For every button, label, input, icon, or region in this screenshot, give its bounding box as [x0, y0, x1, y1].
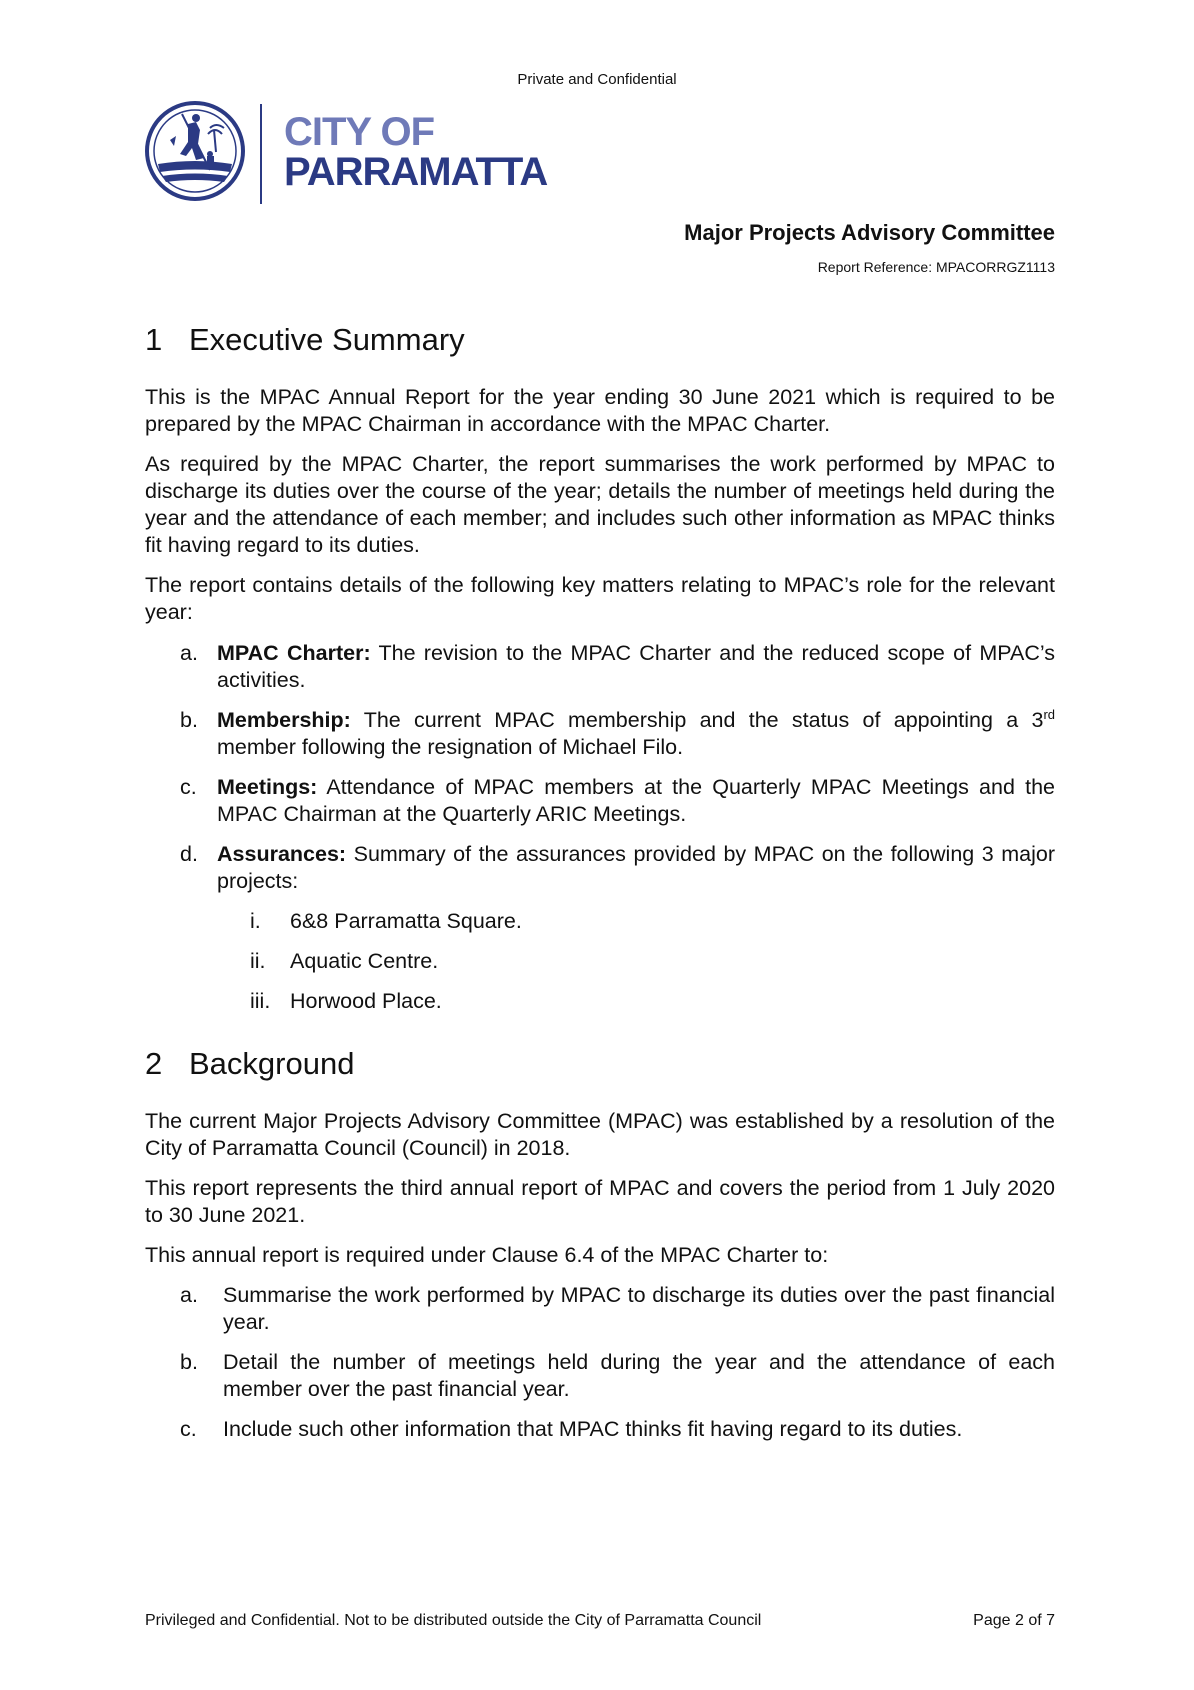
- committee-title: Major Projects Advisory Committee: [684, 220, 1055, 245]
- section-1-paragraph-2: As required by the MPAC Charter, the report summarises the work performed by MPAC to discharge its duties over the course of the year; details the number of meetings held during the year and the attendance of each member; and includes such other information as MPAC thinks fit having regard to its duties.: [145, 452, 1055, 557]
- list-item-text: The revision to the MPAC Charter and the reduced scope of MPAC’s activities.: [217, 641, 1056, 692]
- sub-list-item-label: iii.: [250, 989, 271, 1013]
- logo-text-parramatta: PARRAMATTA: [284, 150, 548, 194]
- list-item-bold: Assurances:: [217, 842, 347, 866]
- ordinal-suffix: rd: [1043, 706, 1055, 722]
- section-2-title: Background: [189, 1046, 355, 1081]
- footer-notice: Privileged and Confidential. Not to be distributed outside the City of Parramatta Council: [145, 1612, 762, 1629]
- sub-list-item-text: Horwood Place.: [290, 989, 442, 1013]
- city-of-parramatta-emblem-icon: [144, 100, 246, 202]
- list-item-text: Attendance of MPAC members at the Quarterly MPAC Meetings and the MPAC Chairman at the Quarterly ARIC Meetings.: [217, 775, 1055, 826]
- section-2-number: 2: [145, 1046, 163, 1081]
- section-2-paragraph-1: The current Major Projects Advisory Committee (MPAC) was established by a resolution of the City of Parramatta Council (Council) in 2018.: [145, 1109, 1055, 1160]
- sub-list-item: [250, 908, 522, 935]
- list-item-bold: Membership:: [217, 708, 351, 732]
- list-item: [180, 841, 1055, 895]
- list-item-label: d.: [180, 842, 198, 866]
- list-item: [180, 640, 1055, 694]
- list-item-text: The current MPAC membership and the status of appointing a 3: [350, 708, 1044, 732]
- confidential-header: Private and Confidential: [517, 71, 677, 88]
- list-item-text: Summarise the work performed by MPAC to discharge its duties over the past financial year.: [223, 1283, 1055, 1334]
- sub-list-item: [250, 948, 438, 975]
- section-1-heading: [145, 322, 465, 358]
- section-2-paragraph-2: This report represents the third annual report of MPAC and covers the period from 1 July 2020 to 30 June 2021.: [145, 1176, 1055, 1227]
- list-item: [180, 707, 1055, 761]
- list-item-label: a.: [180, 1283, 198, 1307]
- list-item-text: Include such other information that MPAC thinks fit having regard to its duties.: [223, 1417, 963, 1441]
- list-item-text: Detail the number of meetings held during the year and the attendance of each member over the past financial year.: [223, 1350, 1055, 1401]
- section-1-paragraph-3: The report contains details of the following key matters relating to MPAC’s role for the relevant year:: [145, 573, 1055, 624]
- list-item-label: b.: [180, 1350, 198, 1374]
- list-item-label: c.: [180, 775, 197, 799]
- list-item: [180, 1349, 1055, 1403]
- city-logo: [144, 100, 554, 210]
- sub-list-item-label: i.: [250, 909, 261, 933]
- section-1-number: 1: [145, 322, 163, 357]
- sub-list-item: [250, 988, 442, 1015]
- sub-list-item-text: Aquatic Centre.: [290, 949, 439, 973]
- logo-divider: [260, 104, 262, 204]
- list-item: [180, 1416, 1055, 1443]
- section-1-title: Executive Summary: [189, 322, 465, 357]
- list-item-text-cont: member following the resignation of Michael Filo.: [217, 735, 684, 759]
- list-item-label: a.: [180, 641, 198, 665]
- section-1-paragraph-1: This is the MPAC Annual Report for the year ending 30 June 2021 which is required to be prepared by the MPAC Chairman in accordance with the MPAC Charter.: [145, 385, 1055, 436]
- list-item: [180, 774, 1055, 828]
- list-item: [180, 1282, 1055, 1336]
- page-number: Page 2 of 7: [973, 1612, 1055, 1629]
- section-2-paragraph-3: This annual report is required under Clause 6.4 of the MPAC Charter to:: [145, 1243, 829, 1267]
- list-item-bold: Meetings:: [217, 775, 318, 799]
- section-2-heading: [145, 1046, 354, 1082]
- logo-text-city-of: CITY OF: [284, 110, 435, 154]
- sub-list-item-text: 6&8 Parramatta Square.: [290, 909, 522, 933]
- list-item-text: Summary of the assurances provided by MPAC on the following 3 major projects:: [217, 842, 1055, 893]
- report-reference: Report Reference: MPACORRGZ1113: [817, 259, 1055, 275]
- list-item-label: b.: [180, 708, 198, 732]
- list-item-label: c.: [180, 1417, 197, 1441]
- sub-list-item-label: ii.: [250, 949, 266, 973]
- list-item-bold: MPAC Charter:: [217, 641, 371, 665]
